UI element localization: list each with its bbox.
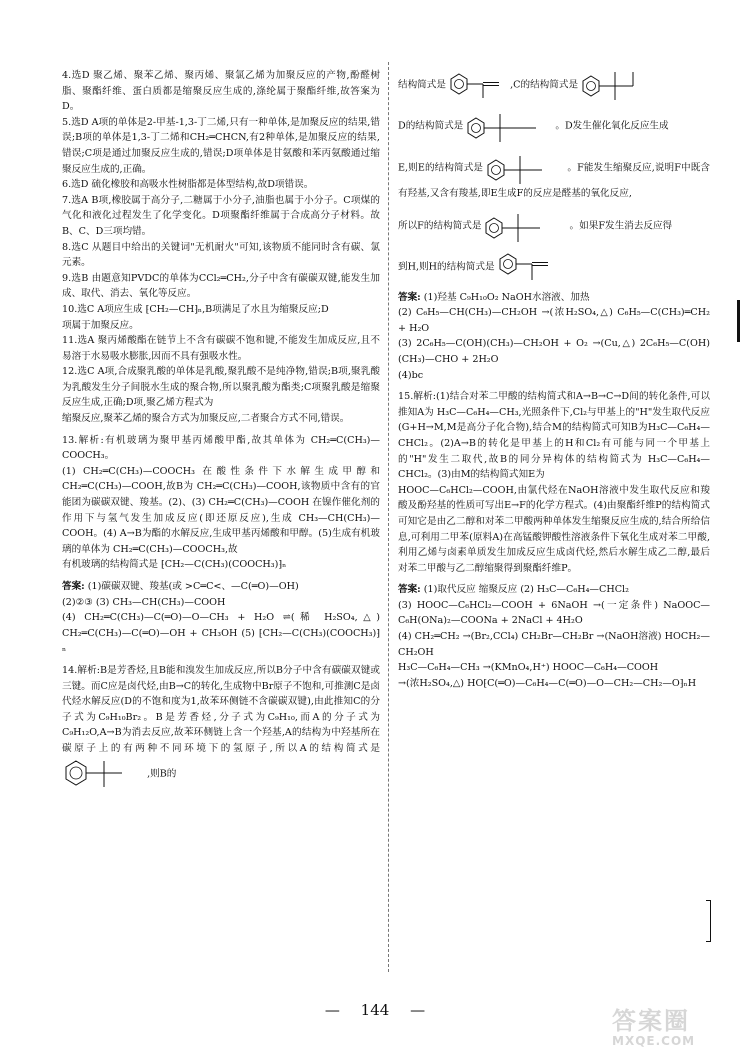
right-column	[398, 68, 710, 691]
solution-q13: 13.解析:有机玻璃为聚甲基丙烯酸甲酯,故其单体为 CH₂═C(CH₃)—COOCH₃。	[62, 434, 380, 462]
answer-q11: 11.选A 聚丙烯酸酯在链节上不含有碳碳不饱和键,不能发生加成反应,且不易溶于水易吸水膨胀,因而不具有强吸水性。	[62, 335, 380, 362]
solution-q15-cont: HOOC—C₆HCl₂—COOH,由氯代烃在NaOH溶液中发生取代反应和羧酸及酚羟基的性质可写出E→F的化学方程式。(4)由聚酯纤维P的结构简式可知它是由乙二醇和对苯二甲酸两种单体发生缩聚反应生成的,结合所给信息,可利用二甲苯(原料A)在高锰酸钾酸性溶液条件下氧化生成对苯二甲酸,利用乙烯与卤素单质发生加成反应生成卤代烃,然后水解生成乙二醇,最后对苯二甲酸与乙二醇缩聚得到聚酯纤维P。	[398, 484, 710, 574]
answer-q13-part2: (2)②③ (3) CH₃—CH(CH₃)—COOH	[62, 596, 226, 608]
solution-q14-text: 14.解析:B是芳香烃,且B能和溴发生加成反应,所以B分子中含有碳碳双键或三键。而C应是卤代烃,由B→C的转化,生成物中Br原子不饱和,可推测C是卤代烃水解反应(D的不饱和度为1,故苯环侧链不含碳碳双键),由此推知C的分子式为C₉H₁₀Br₂。B是芳香烃,分子式为C₉H₁₀,而A的分子式为C₉H₁₂O,A→B为消去反应,故苯环侧链上含一个羟基,A的结构为中羟基所在碳原子上的有两种不同环境下的氢原子,所以A的结构简式是	[62, 664, 380, 754]
answer-q15-part3: (3) HOOC—C₆HCl₂—COOH + 6NaOH →(一定条件) NaOOC—C₆H(ONa)₂—COONa + 2NaCl + 4H₂O	[398, 599, 710, 627]
solution-q15: 15.解析:(1)结合对苯二甲酸的结构简式和A→B→C→D间的转化条件,可以推知A为 H₃C—C₆H₄—CH₃,光照条件下,Cl₂与甲基上的"H"发生取代反应(G+H→M,M是高分子化合物),结合M的结构简式可知B为H₃C—C₆H₄—CHCl₂。(2)A→B的转化是甲基上的H和Cl₂有可能与同一个甲基上的"H"发生二取代,故B的同分异构体的结构简式为 H₃C—C₆H₄—CHCl₂。(3)由M的结构简式知E为	[398, 391, 710, 481]
answer-q13-part1: (1)碳碳双键、羧基(或 >C═C<、—C(═O)—OH)	[87, 581, 299, 592]
text-d-oxidation: 。D发生催化氧化反应生成	[555, 120, 669, 132]
styrene-derivative-structure-icon	[449, 70, 507, 100]
answer-q12-cont: 缩聚反应,聚苯乙烯的聚合方式为加聚反应,二者聚合方式不同,错误。	[62, 413, 350, 425]
answer-q4: 4.选D 聚乙烯、聚苯乙烯、聚丙烯、聚氯乙烯为加聚反应的产物,酚醛树脂、聚酯纤维、蛋白质都是缩聚反应生成的,涤纶属于聚酯纤维,故答案为D。	[62, 70, 380, 113]
site-watermark	[612, 1008, 740, 1050]
solution-q14-b	[398, 68, 710, 102]
answer-label: 答案:	[398, 584, 421, 596]
watermark-logo-text: 答案圈	[612, 1007, 690, 1035]
watermark-url: MXQE.COM	[612, 1034, 696, 1048]
answer-q9: 9.选B 由题意知PVDC的单体为CCl₂═CH₂,分子中含有碳碳双键,能发生加成、取代、消去、氧化等反应。	[62, 272, 380, 300]
text-h-structure: 到H,则H的结构简式是	[398, 261, 495, 273]
footer-dash-left: —	[324, 1001, 340, 1019]
benzene-ring-structure-icon	[64, 757, 142, 791]
diol-structure-icon	[466, 108, 552, 144]
answer-label: 答案:	[62, 581, 85, 592]
left-column	[62, 68, 380, 791]
text-c-structure: ,C的结构简式是	[510, 79, 579, 91]
answer-q14-part3: (3) 2C₆H₅—C(OH)(CH₃)—CH₂OH + O₂ →(Cu,△) 2C₆H₅—C(OH)(CH₃)—CHO + 2H₂O	[398, 338, 710, 365]
answer-q14	[398, 290, 710, 306]
text-h-elimination: 。如果F发生消去反应得	[569, 220, 673, 232]
page-number: 144	[360, 1001, 390, 1019]
solution-q14-d	[398, 108, 710, 144]
reaction-bracket	[706, 900, 711, 942]
answer-q6: 6.选D 硫化橡胶和高吸水性树脂都是体型结构,故D项错误。	[62, 179, 314, 191]
page-edge-mark	[737, 300, 740, 342]
hydroxy-acid-structure-icon	[484, 208, 566, 244]
answer-q7: 7.选A B项,橡胶属于高分子,二糖属于小分子,油脂也属于小分子。C项煤的气化和液化过程发生了化学变化。D项聚酯纤维属于合成高分子材料。故B、C、D三项均错。	[62, 194, 380, 237]
text-f-structure: 所以F的结构简式是	[398, 220, 482, 232]
answer-q13-part4: (4) CH₂═C(CH₃)—C(═O)—O—CH₃ + H₂O ⇌(稀 H₂SO₄,△) CH₂═C(CH₃)—C(═O)—OH + CH₃OH (5) ⁅CH₂—C(CH₃)(COOCH₃)⁆ₙ	[62, 612, 380, 655]
answer-q10: 10.选C A项应生成 ⁅CH₂—CH⁆ₙ,B项满足了水且为缩聚反应;D	[62, 303, 329, 315]
answer-q14-part1: (1)羟基 C₉H₁₀O₂ NaOH水溶液、加热	[423, 291, 590, 303]
text-f-condensation: 。F能发生缩聚反应,说明F中既含有羟基,又含有羧基,即E生成F的反应是醛基的氧化反应,	[398, 162, 710, 199]
answer-q8: 8.选C 从题目中给出的关键词"无机耐火"可知,该物质不能同时含有碳、氯元素。	[62, 241, 380, 269]
solution-q14-end: ,则B的	[147, 768, 177, 780]
solution-q13-structure: 有机玻璃的结构简式是 ⁅CH₂—C(CH₃)(COOCH₃)⁆ₙ	[62, 559, 287, 571]
answer-q14-part2: (2) C₆H₅—CH(CH₃)—CH₂OH →(浓H₂SO₄,△) C₆H₅—C(CH₃)═CH₂ + H₂O	[398, 307, 710, 334]
text-b-structure: 结构简式是	[398, 79, 446, 91]
dibromide-structure-icon	[581, 68, 649, 102]
answer-q15-part4b: H₃C—C₆H₄—CH₃ →(KMnO₄,H⁺) HOOC—C₆H₄—COOH	[398, 662, 659, 674]
footer-dash-right: —	[410, 1001, 426, 1019]
unsaturated-acid-structure-icon	[498, 250, 564, 284]
answer-q15	[398, 582, 710, 598]
answer-q15-part4a: (4) CH₂═CH₂ →(Br₂,CCl₄) CH₂Br—CH₂Br →(NaOH溶液) HOCH₂—CH₂OH	[398, 631, 710, 658]
answer-q15-part1: (1)取代反应 缩聚反应 (2) H₃C—C₆H₄—CHCl₂	[423, 584, 629, 596]
hydroxy-aldehyde-structure-icon	[486, 150, 564, 186]
solution-q14-h	[398, 250, 710, 284]
answer-q13	[62, 579, 380, 595]
solution-q13-body: (1) CH₂═C(CH₃)—COOCH₃ 在酸性条件下水解生成甲醇和 CH₂═C(CH₃)—COOH,故B为 CH₂═C(CH₃)—COOH,该物质中含有的官能团为碳碳双键、羧基。(2)、(3) CH₂═C(CH₃)—COOH 在镍作催化剂的作用下与氢气发生加成反应(即还原反应),生成 CH₃—CH(CH₃)—COOH。(4) A→B为酯的水解反应,生成甲基丙烯酸和甲醇。(5)生成有机玻璃的单体为 CH₂═C(CH₃)—COOCH₃,故	[62, 465, 380, 555]
answer-q10-cont: 项属于加聚反应。	[62, 319, 139, 331]
solution-q14-f	[398, 208, 710, 244]
text-d-structure: D的结构简式是	[398, 120, 464, 132]
answer-q14-part4: (4)bc	[398, 369, 424, 381]
answer-label: 答案:	[398, 291, 421, 303]
solution-q14	[62, 663, 380, 791]
text-e-structure: E,则E的结构简式是	[398, 162, 484, 174]
column-divider	[388, 62, 389, 972]
answer-q12: 12.选C A项,合成聚乳酸的单体是乳酸,聚乳酸不是纯净物,错误;B项,聚乳酸为乳酸发生分子间脱水生成的聚合物,所以聚乳酸为酯类;C项聚乳酸是缩聚反应生成,正确;D项,聚乙烯方程式为	[62, 366, 380, 409]
answer-q15-part4c: →(浓H₂SO₄,△) HO⁅C(═O)—C₆H₄—C(═O)—O—CH₂—CH₂—O⁆ₙH	[398, 677, 697, 689]
solution-q14-e	[398, 150, 710, 202]
answer-q5: 5.选D A项的单体是2-甲基-1,3-丁二烯,只有一种单体,是加聚反应的结果,错误;B项的单体是1,3-丁二烯和CH₂═CHCN,有2种单体,是加聚反应的结果,错误;C项是通过加聚反应生成的,错误;D项单体是甘氨酸和苯丙氨酸通过缩聚反应生成的,正确。	[62, 116, 380, 175]
